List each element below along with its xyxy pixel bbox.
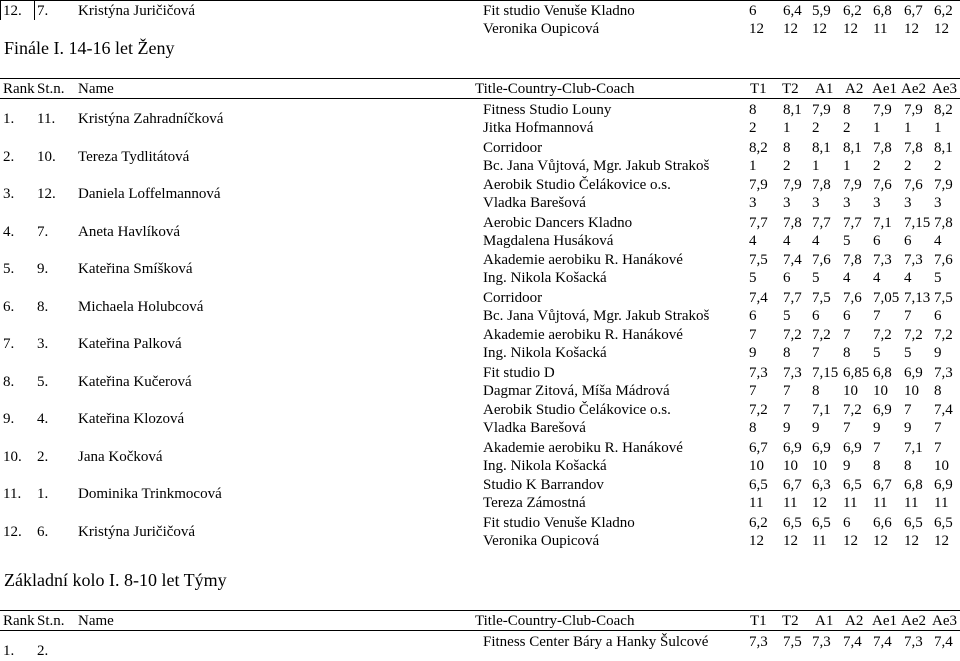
score-rank: 3 [812, 195, 820, 211]
score-rank: 12 [843, 533, 858, 549]
score-value: 7,6 [873, 177, 892, 193]
score-rank: 8 [812, 383, 820, 399]
competitor-name: Kristýna Juričičová [78, 524, 196, 540]
score-value: 6,7 [873, 477, 892, 493]
score-value: 7,8 [812, 177, 831, 193]
score-value: 7,9 [904, 102, 923, 118]
score-rank: 7 [783, 383, 791, 399]
score-value: 7,2 [749, 402, 768, 418]
score-value: 7,7 [843, 215, 862, 231]
competitor-name: Jana Kočková [78, 449, 163, 465]
score-value: 7,9 [843, 177, 862, 193]
rank-cell: 9. [3, 411, 15, 427]
start-number-cell: 6. [37, 524, 49, 540]
score-rank: 4 [812, 233, 820, 249]
rank-cell: 11. [3, 486, 22, 502]
score-value: 7 [934, 440, 942, 456]
score-rank: 2 [783, 158, 791, 174]
score-value: 8,2 [749, 140, 768, 156]
score-rank: 5 [934, 270, 942, 286]
score-value: 7,13 [904, 290, 931, 306]
score-value: 7,1 [904, 440, 923, 456]
score-value: 7,2 [873, 327, 892, 343]
coach-name: Veronika Oupicová [483, 21, 600, 37]
coach-name: Bc. Jana Vůjtová, Mgr. Jakub Strakoš [483, 158, 710, 174]
score-rank: 6 [812, 308, 820, 324]
score-value: 7,2 [843, 402, 862, 418]
score-rank: 4 [843, 270, 851, 286]
rank-cell: 8. [3, 374, 15, 390]
start-number-cell: 12. [37, 186, 56, 202]
score-rank: 12 [749, 533, 764, 549]
column-header: T1 [750, 81, 767, 97]
coach-name: Bc. Jana Vůjtová, Mgr. Jakub Strakoš [483, 308, 710, 324]
column-header: Ae3 [932, 613, 957, 629]
score-value: 6,9 [783, 440, 802, 456]
competitor-name: Dominika Trinkmocová [78, 486, 222, 502]
score-rank: 8 [934, 383, 942, 399]
score-value: 6,5 [749, 477, 768, 493]
score-rank: 12 [812, 21, 827, 37]
score-value: 7,15 [812, 365, 839, 381]
score-rank: 5 [904, 345, 912, 361]
rank-cell: 12. [3, 524, 22, 540]
column-header: Rank [3, 81, 35, 97]
score-rank: 11 [843, 495, 858, 511]
club-name: Fit studio D [483, 365, 555, 381]
score-value: 7,7 [783, 290, 802, 306]
score-value: 6,2 [843, 3, 862, 19]
rank-cell: 12. [3, 3, 22, 19]
competitor-name: Kristýna Zahradníčková [78, 111, 224, 127]
column-header: A1 [815, 81, 834, 97]
score-value: 7,8 [873, 140, 892, 156]
score-value: 7,5 [783, 634, 802, 650]
score-rank: 4 [749, 233, 757, 249]
score-rank: 12 [934, 533, 949, 549]
score-rank: 8 [783, 345, 791, 361]
coach-name: Magdalena Husáková [483, 233, 614, 249]
score-rank: 3 [904, 195, 912, 211]
score-value: 7,05 [873, 290, 900, 306]
score-rank: 12 [904, 21, 919, 37]
score-rank: 9 [783, 420, 791, 436]
score-rank: 8 [843, 345, 851, 361]
score-value: 6,8 [904, 477, 923, 493]
score-rank: 10 [783, 458, 798, 474]
score-rank: 4 [934, 233, 942, 249]
header-bottom-rule [0, 630, 960, 631]
score-rank: 6 [873, 233, 881, 249]
score-value: 7,8 [904, 140, 923, 156]
score-value: 7,2 [904, 327, 923, 343]
score-value: 8,2 [934, 102, 953, 118]
score-value: 8 [749, 102, 757, 118]
score-rank: 9 [934, 345, 942, 361]
score-rank: 3 [783, 195, 791, 211]
section-title: Finále I. 14-16 let Ženy [4, 38, 175, 58]
start-number-cell: 7. [37, 3, 49, 19]
score-rank: 2 [749, 120, 757, 136]
score-value: 7,4 [843, 634, 862, 650]
score-rank: 10 [843, 383, 858, 399]
start-number-cell: 8. [37, 299, 49, 315]
score-rank: 8 [873, 458, 881, 474]
score-value: 7,15 [904, 215, 931, 231]
score-rank: 11 [783, 495, 798, 511]
score-value: 7,5 [934, 290, 953, 306]
score-value: 7,9 [783, 177, 802, 193]
score-value: 6 [749, 3, 757, 19]
start-number-cell: 10. [37, 149, 56, 165]
section-title: Základní kolo I. 8-10 let Týmy [4, 570, 227, 590]
score-value: 7,2 [783, 327, 802, 343]
club-name: Fitness Center Báry a Hanky Šulcové [483, 634, 709, 650]
score-rank: 3 [873, 195, 881, 211]
score-value: 6,9 [812, 440, 831, 456]
column-header: Rank [3, 613, 35, 629]
club-name: Fit studio Venuše Kladno [483, 515, 635, 531]
score-value: 7,1 [812, 402, 831, 418]
club-name: Fit studio Venuše Kladno [483, 3, 635, 19]
score-value: 6,5 [904, 515, 923, 531]
score-value: 7,4 [873, 634, 892, 650]
score-rank: 1 [783, 120, 791, 136]
score-value: 7,3 [873, 252, 892, 268]
score-value: 7,8 [934, 215, 953, 231]
score-value: 7,7 [812, 215, 831, 231]
score-rank: 10 [749, 458, 764, 474]
score-rank: 9 [873, 420, 881, 436]
column-header: Title-Country-Club-Coach [475, 81, 635, 97]
score-rank: 1 [812, 158, 820, 174]
score-rank: 3 [934, 195, 942, 211]
score-value: 6,6 [873, 515, 892, 531]
score-value: 6,85 [843, 365, 870, 381]
club-name: Fitness Studio Louny [483, 102, 612, 118]
column-header: T2 [782, 613, 799, 629]
score-rank: 10 [934, 458, 949, 474]
score-value: 5,9 [812, 3, 831, 19]
column-header: Ae2 [901, 613, 926, 629]
score-value: 7,1 [873, 215, 892, 231]
club-name: Corridoor [483, 140, 543, 156]
score-value: 7,3 [749, 634, 768, 650]
score-rank: 2 [843, 120, 851, 136]
score-rank: 11 [812, 533, 827, 549]
score-rank: 4 [904, 270, 912, 286]
score-rank: 12 [873, 533, 888, 549]
score-rank: 2 [904, 158, 912, 174]
score-rank: 12 [783, 21, 798, 37]
score-rank: 6 [904, 233, 912, 249]
start-number-cell: 2. [37, 449, 49, 465]
club-name: Aerobik Studio Čelákovice o.s. [483, 177, 671, 193]
coach-name: Ing. Nikola Košacká [483, 270, 607, 286]
column-divider [0, 0, 1, 20]
column-header: Name [78, 81, 114, 97]
score-value: 7 [783, 402, 791, 418]
score-value: 6,2 [934, 3, 953, 19]
competitor-name: Tereza Tydlitátová [78, 149, 190, 165]
score-value: 7,3 [904, 634, 923, 650]
rank-cell: 7. [3, 336, 15, 352]
start-number-cell: 9. [37, 261, 49, 277]
score-rank: 1 [873, 120, 881, 136]
score-value: 7,7 [749, 215, 768, 231]
score-value: 7,3 [783, 365, 802, 381]
score-rank: 10 [812, 458, 827, 474]
score-rank: 10 [904, 383, 919, 399]
score-value: 7,5 [812, 290, 831, 306]
score-value: 7,8 [783, 215, 802, 231]
column-header: Ae1 [872, 81, 897, 97]
coach-name: Ing. Nikola Košacká [483, 345, 607, 361]
score-rank: 4 [783, 233, 791, 249]
header-top-rule [0, 610, 960, 611]
score-value: 6,7 [749, 440, 768, 456]
column-header: T2 [782, 81, 799, 97]
coach-name: Dagmar Zitová, Míša Mádrová [483, 383, 670, 399]
score-value: 7,9 [812, 102, 831, 118]
score-value: 7 [873, 440, 881, 456]
club-name: Studio K Barrandov [483, 477, 604, 493]
score-rank: 3 [749, 195, 757, 211]
score-value: 6,7 [904, 3, 923, 19]
score-rank: 8 [904, 458, 912, 474]
score-value: 7,6 [904, 177, 923, 193]
score-rank: 1 [749, 158, 757, 174]
score-rank: 4 [873, 270, 881, 286]
rank-cell: 5. [3, 261, 15, 277]
competitor-name: Kristýna Juričičová [78, 3, 196, 19]
competitor-name: Kateřina Smíšková [78, 261, 193, 277]
score-value: 7,3 [749, 365, 768, 381]
score-value: 6,8 [873, 365, 892, 381]
score-value: 6,9 [934, 477, 953, 493]
score-value: 7,4 [749, 290, 768, 306]
column-header: A2 [845, 613, 864, 629]
score-value: 6,5 [783, 515, 802, 531]
score-rank: 9 [843, 458, 851, 474]
club-name: Corridoor [483, 290, 543, 306]
top-rule [0, 0, 960, 1]
score-rank: 6 [843, 308, 851, 324]
score-value: 7,6 [934, 252, 953, 268]
score-value: 7 [904, 402, 912, 418]
score-value: 6,4 [783, 3, 802, 19]
score-value: 6,7 [783, 477, 802, 493]
score-value: 6,5 [812, 515, 831, 531]
score-value: 7,3 [812, 634, 831, 650]
club-name: Akademie aerobiku R. Hanákové [483, 252, 683, 268]
club-name: Aerobik Studio Čelákovice o.s. [483, 402, 671, 418]
score-value: 7 [843, 327, 851, 343]
score-value: 7,2 [934, 327, 953, 343]
score-rank: 12 [783, 533, 798, 549]
score-value: 6,5 [843, 477, 862, 493]
score-rank: 12 [843, 21, 858, 37]
score-value: 7,6 [812, 252, 831, 268]
score-value: 7,9 [749, 177, 768, 193]
column-header: T1 [750, 613, 767, 629]
score-rank: 12 [749, 21, 764, 37]
score-rank: 7 [934, 420, 942, 436]
club-name: Akademie aerobiku R. Hanákové [483, 440, 683, 456]
score-value: 7,9 [873, 102, 892, 118]
score-rank: 9 [749, 345, 757, 361]
rank-cell: 4. [3, 224, 15, 240]
rank-cell: 2. [3, 149, 15, 165]
score-rank: 7 [812, 345, 820, 361]
score-rank: 2 [812, 120, 820, 136]
score-rank: 6 [934, 308, 942, 324]
score-rank: 6 [749, 308, 757, 324]
score-rank: 1 [904, 120, 912, 136]
start-number-cell: 3. [37, 336, 49, 352]
score-rank: 5 [812, 270, 820, 286]
score-rank: 2 [934, 158, 942, 174]
score-rank: 1 [843, 158, 851, 174]
column-header: Ae1 [872, 613, 897, 629]
score-rank: 7 [904, 308, 912, 324]
start-number-cell: 7. [37, 224, 49, 240]
header-bottom-rule [0, 98, 960, 99]
score-rank: 7 [843, 420, 851, 436]
score-rank: 5 [873, 345, 881, 361]
rank-cell: 3. [3, 186, 15, 202]
score-rank: 10 [873, 383, 888, 399]
score-rank: 12 [812, 495, 827, 511]
score-rank: 12 [934, 21, 949, 37]
score-value: 8,1 [812, 140, 831, 156]
score-rank: 9 [812, 420, 820, 436]
score-rank: 5 [749, 270, 757, 286]
start-number-cell: 5. [37, 374, 49, 390]
start-number-cell: 1. [37, 486, 49, 502]
column-header: A1 [815, 613, 834, 629]
start-number-cell: 2. [37, 643, 49, 659]
header-top-rule [0, 78, 960, 79]
score-value: 8,1 [783, 102, 802, 118]
score-rank: 11 [873, 21, 888, 37]
rank-cell: 10. [3, 449, 22, 465]
start-number-cell: 11. [37, 111, 56, 127]
score-rank: 1 [934, 120, 942, 136]
coach-name: Ing. Nikola Košacká [483, 458, 607, 474]
column-header: Ae2 [901, 81, 926, 97]
score-rank: 7 [873, 308, 881, 324]
competitor-name: Aneta Havlíková [78, 224, 181, 240]
coach-name: Vladka Barešová [483, 195, 586, 211]
score-rank: 7 [749, 383, 757, 399]
coach-name: Jitka Hofmannová [483, 120, 594, 136]
score-value: 6,9 [873, 402, 892, 418]
score-rank: 11 [873, 495, 888, 511]
competitor-name: Daniela Loffelmannová [78, 186, 221, 202]
score-value: 7 [749, 327, 757, 343]
club-name: Aerobic Dancers Kladno [483, 215, 633, 231]
competitor-name: Kateřina Kučerová [78, 374, 192, 390]
score-rank: 9 [904, 420, 912, 436]
score-rank: 5 [783, 308, 791, 324]
rank-cell: 6. [3, 299, 15, 315]
column-divider [34, 0, 35, 20]
club-name: Akademie aerobiku R. Hanákové [483, 327, 683, 343]
score-rank: 11 [904, 495, 919, 511]
score-value: 7,3 [934, 365, 953, 381]
coach-name: Veronika Oupicová [483, 533, 600, 549]
score-rank: 11 [934, 495, 949, 511]
score-value: 6,2 [749, 515, 768, 531]
score-rank: 11 [749, 495, 764, 511]
score-value: 7,3 [904, 252, 923, 268]
score-value: 8,1 [934, 140, 953, 156]
score-value: 7,8 [843, 252, 862, 268]
score-rank: 5 [843, 233, 851, 249]
score-rank: 3 [843, 195, 851, 211]
score-value: 7,6 [843, 290, 862, 306]
column-header: Ae3 [932, 81, 957, 97]
score-rank: 2 [873, 158, 881, 174]
column-header: St.n. [37, 81, 65, 97]
competitor-name: Kateřina Palková [78, 336, 182, 352]
score-value: 8 [843, 102, 851, 118]
score-rank: 6 [783, 270, 791, 286]
column-header: A2 [845, 81, 864, 97]
score-value: 6,9 [904, 365, 923, 381]
score-value: 7,2 [812, 327, 831, 343]
score-value: 7,5 [749, 252, 768, 268]
score-value: 8 [783, 140, 791, 156]
column-header: St.n. [37, 613, 65, 629]
score-value: 7,9 [934, 177, 953, 193]
score-value: 6,9 [843, 440, 862, 456]
start-number-cell: 4. [37, 411, 49, 427]
competitor-name: Michaela Holubcová [78, 299, 204, 315]
column-header: Title-Country-Club-Coach [475, 613, 635, 629]
score-value: 7,4 [783, 252, 802, 268]
score-value: 8,1 [843, 140, 862, 156]
column-header: Name [78, 613, 114, 629]
rank-cell: 1. [3, 111, 15, 127]
coach-name: Tereza Zámostná [483, 495, 586, 511]
score-value: 7,4 [934, 402, 953, 418]
competitor-name: Kateřina Klozová [78, 411, 185, 427]
score-value: 6,8 [873, 3, 892, 19]
coach-name: Vladka Barešová [483, 420, 586, 436]
score-value: 6 [843, 515, 851, 531]
score-value: 7,4 [934, 634, 953, 650]
score-value: 6,5 [934, 515, 953, 531]
score-value: 6,3 [812, 477, 831, 493]
rank-cell: 1. [3, 643, 15, 659]
score-rank: 12 [904, 533, 919, 549]
score-rank: 8 [749, 420, 757, 436]
